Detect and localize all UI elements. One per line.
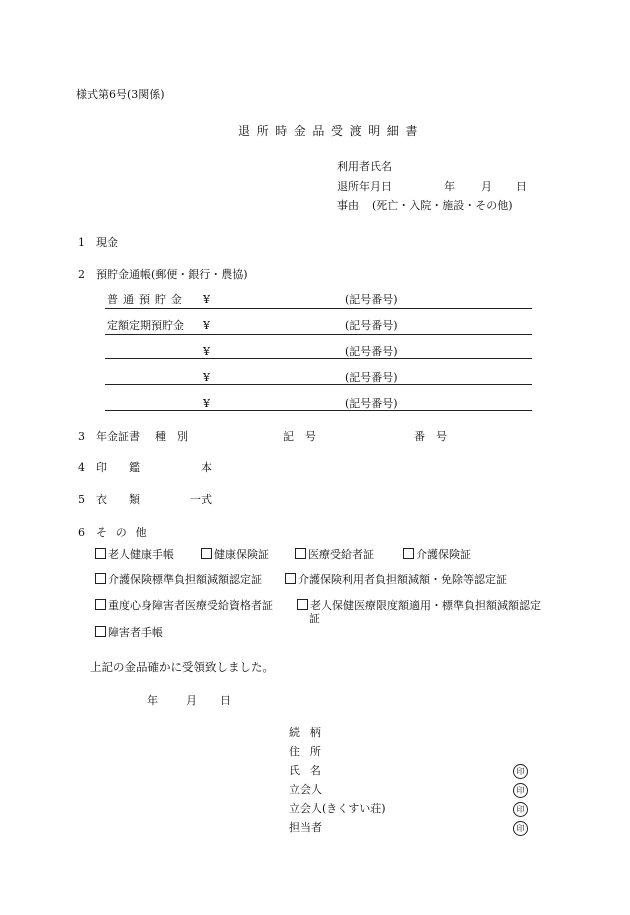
checkbox-label: 介護保険標準負担額減額認定証 xyxy=(108,573,262,586)
pension-kind-label: 種別 xyxy=(155,430,199,443)
yen-mark: ¥ xyxy=(203,371,210,384)
checkbox-label: 介護保険証 xyxy=(416,548,471,561)
pension-mark-label: 記号 xyxy=(283,430,327,443)
receipt-statement: 上記の金品確かに受領致しました。 xyxy=(90,660,274,674)
checkbox-icon[interactable] xyxy=(403,548,414,559)
item-number-clothing: 5 xyxy=(78,493,85,506)
seal-label: 印鑑 xyxy=(96,461,162,474)
clothing-label: 衣類 xyxy=(96,493,162,506)
checkbox-label: 重度心身障害者医療受給資格者証 xyxy=(108,599,273,612)
checkbox-label: 健康保険証 xyxy=(214,548,269,561)
checkbox-item[interactable] xyxy=(95,573,262,587)
cash-label: 現金 xyxy=(96,236,118,249)
address-label: 住所 xyxy=(289,745,331,758)
deposit-line xyxy=(105,358,532,359)
checkbox-icon[interactable] xyxy=(95,599,106,610)
item-number-other: 6 xyxy=(78,526,85,539)
discharge-day-label: 日 xyxy=(516,180,527,193)
checkbox-item[interactable] xyxy=(95,599,273,613)
receipt-year-label: 年 xyxy=(147,694,158,707)
item-number-cash: 1 xyxy=(78,236,85,249)
checkbox-item[interactable] xyxy=(297,599,541,613)
checkbox-icon[interactable] xyxy=(285,573,296,584)
checkbox-item[interactable] xyxy=(95,548,174,562)
checkbox-item[interactable] xyxy=(295,548,374,562)
deposit-line xyxy=(105,410,532,411)
checkbox-label: 老人保健医療限度額適用・標準負担額減額認定 xyxy=(310,599,541,612)
seal-stamp-icon: 印 xyxy=(513,783,528,798)
receipt-month-label: 月 xyxy=(186,694,197,707)
checkbox-label-continued: 証 xyxy=(309,612,320,625)
account-code-label: (記号番号) xyxy=(345,371,398,384)
seal-stamp-icon: 印 xyxy=(513,802,528,817)
checkbox-icon[interactable] xyxy=(95,573,106,584)
witness-facility-label: 立会人(きくすい荘) xyxy=(289,802,386,815)
checkbox-label: 医療受給者証 xyxy=(308,548,374,561)
other-label: その他 xyxy=(96,526,156,539)
checkbox-icon[interactable] xyxy=(295,548,306,559)
checkbox-label: 介護保険利用者負担額減額・免除等認定証 xyxy=(298,573,507,586)
deposit-name: 定額定期預貯金 xyxy=(107,319,184,332)
user-name-label: 利用者氏名 xyxy=(337,160,392,173)
checkbox-icon[interactable] xyxy=(95,548,106,559)
clothing-amount: 一式 xyxy=(190,493,212,506)
checkbox-item[interactable] xyxy=(403,548,471,562)
pension-number-label: 番号 xyxy=(414,430,458,443)
item-number-deposit: 2 xyxy=(78,268,85,281)
checkbox-icon[interactable] xyxy=(201,548,212,559)
seal-stamp-icon: 印 xyxy=(513,764,528,779)
seal-stamp-icon: 印 xyxy=(513,821,528,836)
receipt-day-label: 日 xyxy=(220,694,231,707)
checkbox-label: 障害者手帳 xyxy=(108,626,163,639)
account-code-label: (記号番号) xyxy=(345,397,398,410)
checkbox-icon[interactable] xyxy=(95,626,106,637)
checkbox-label: 老人健康手帳 xyxy=(108,548,174,561)
name-label: 氏名 xyxy=(289,764,331,777)
yen-mark: ¥ xyxy=(203,345,210,358)
discharge-month-label: 月 xyxy=(481,180,492,193)
checkbox-icon[interactable] xyxy=(297,599,308,610)
discharge-date-label: 退所年月日 xyxy=(337,180,392,193)
staff-label: 担当者 xyxy=(289,821,322,834)
deposit-label: 預貯金通帳(郵便・銀行・農協) xyxy=(96,268,248,281)
item-number-seal: 4 xyxy=(78,461,85,474)
deposit-line xyxy=(105,308,532,309)
deposit-name: 普通預貯金 xyxy=(107,293,187,306)
account-code-label: (記号番号) xyxy=(345,345,398,358)
discharge-year-label: 年 xyxy=(444,180,455,193)
deposit-line xyxy=(105,334,532,335)
form-number: 様式第6号(3関係) xyxy=(76,88,165,101)
pension-label: 年金証書 xyxy=(96,430,140,443)
reason-label: 事由 xyxy=(337,199,359,212)
yen-mark: ¥ xyxy=(203,397,210,410)
checkbox-item[interactable] xyxy=(285,573,507,587)
account-code-label: (記号番号) xyxy=(345,319,398,332)
witness-label: 立会人 xyxy=(289,783,322,796)
deposit-line xyxy=(105,384,532,385)
reason-options: (死亡・入院・施設・その他) xyxy=(372,199,513,212)
seal-count: 本 xyxy=(201,461,212,474)
relation-label: 続柄 xyxy=(289,726,331,739)
item-number-pension: 3 xyxy=(78,430,85,443)
yen-mark: ¥ xyxy=(203,319,210,332)
page-title: 退所時金品受渡明細書 xyxy=(238,124,425,138)
yen-mark: ¥ xyxy=(203,293,210,306)
checkbox-item[interactable] xyxy=(95,626,163,640)
checkbox-item[interactable] xyxy=(201,548,269,562)
account-code-label: (記号番号) xyxy=(345,293,398,306)
